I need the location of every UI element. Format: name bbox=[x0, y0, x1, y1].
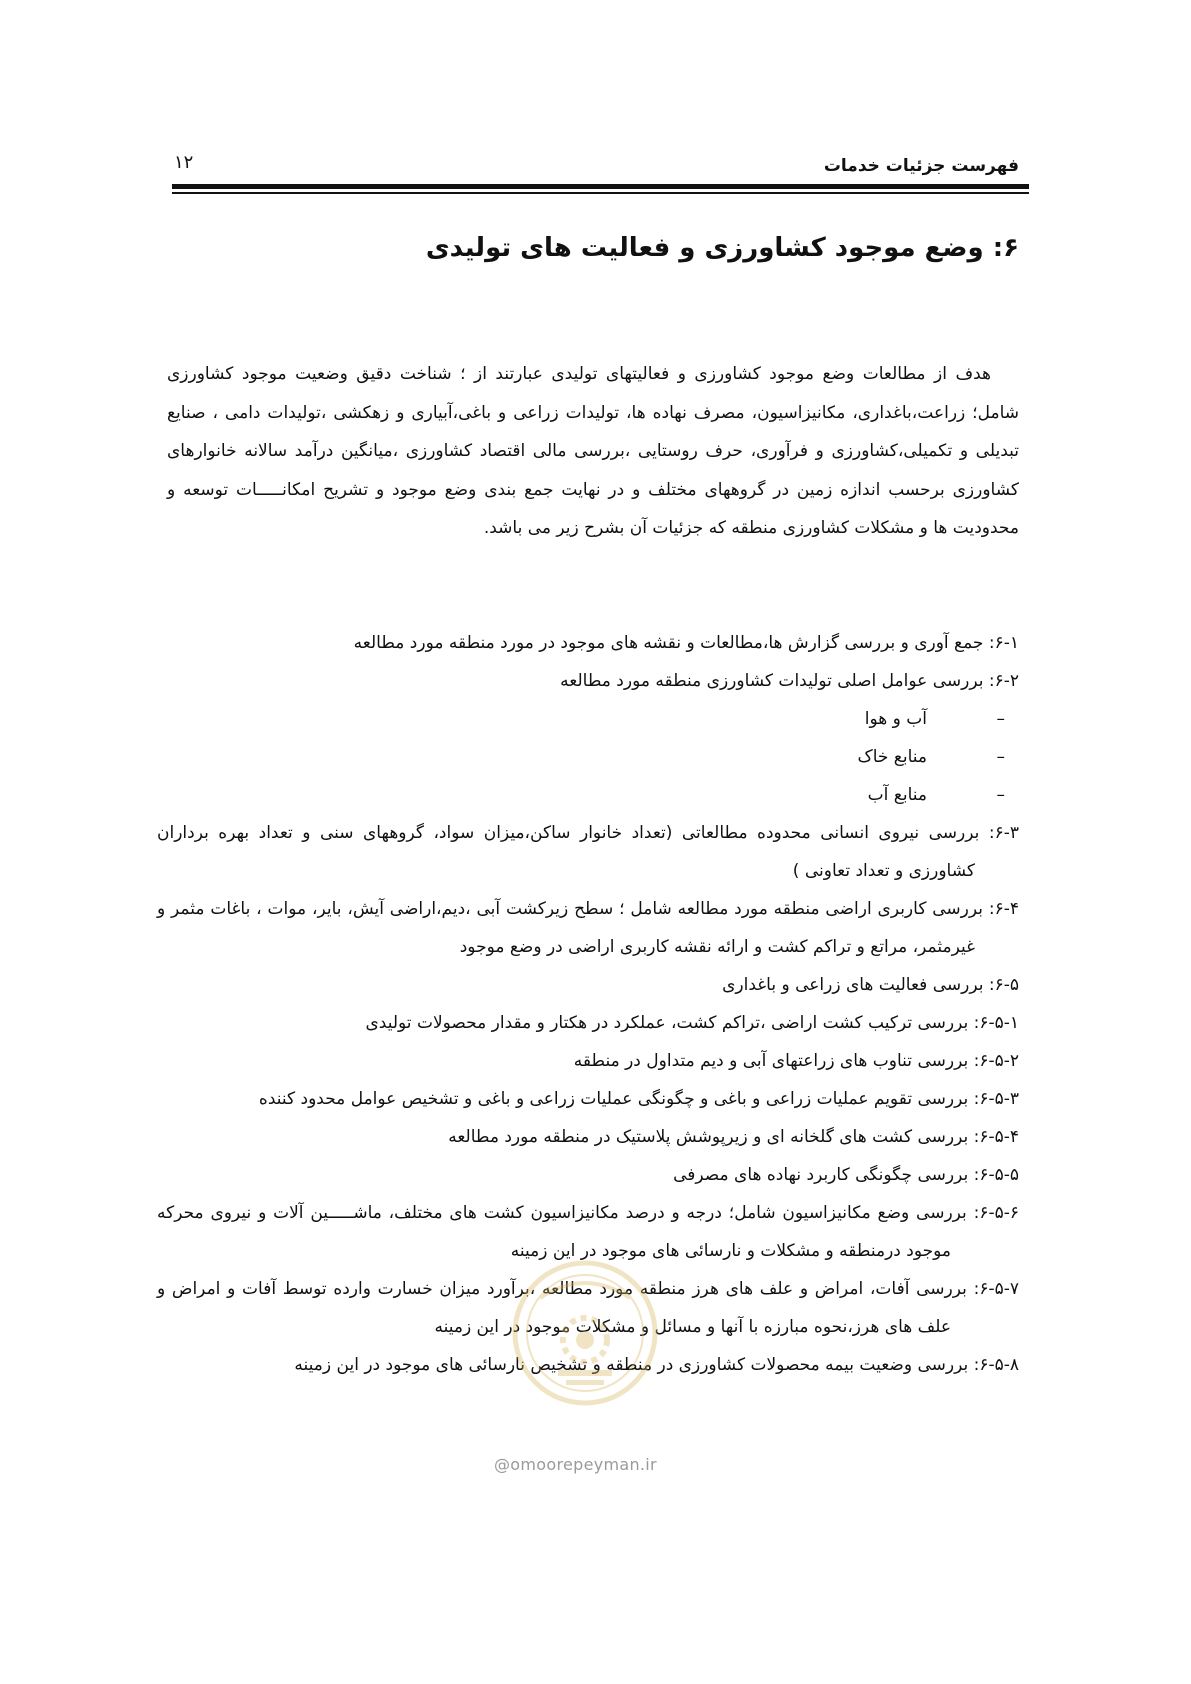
running-title: فهرست جزئیات خدمات bbox=[823, 156, 1019, 176]
list-item bbox=[157, 814, 1019, 890]
page-number: ۱۲ bbox=[174, 152, 194, 173]
item-text: جمع آوری و بررسی گزارش ها،مطالعات و نقشه های موجود در مورد منطقه مورد مطالعه bbox=[353, 633, 984, 653]
chapter-title: ۶: وضع موجود کشاورزی و فعالیت های تولیدی bbox=[425, 233, 1019, 263]
intro-paragraph bbox=[167, 355, 1019, 548]
bullet-item bbox=[157, 700, 1005, 738]
bullet-list bbox=[157, 700, 1005, 814]
list-item bbox=[157, 624, 1019, 662]
intro-paragraph-text: هدف از مطالعات وضع موجود کشاورزی و فعالیتهای تولیدی عبارتند از ؛ شناخت دقیق وضعیت موجود کشاورزی شامل؛ زراعت،باغداری، مکانیزاسیون، مصرف نهاده ها، تولیدات زراعی و باغی،آبیاری و زهکشی ،تولیدات دامی ، صنایع تبدیلی و تکمیلی،کشاورزی و فرآوری، حرف روستایی ،بررسی مالی اقتصاد کشاورزی ،میانگین درآمد سالانه خانوارهای کشاورزی برحسب اندازه زمین در گروههای مختلف و در نهایت جمع بندی وضع موجود و تشریح امکانـــــات توسعه و محدودیت ها و مشکلات کشاورزی منطقه که جزئیات آن بشرح زیر می باشد. bbox=[167, 364, 1019, 538]
item-text: بررسی چگونگی کاربرد نهاده های مصرفی bbox=[673, 1165, 969, 1185]
item-number: ۶-۵-۲: bbox=[973, 1051, 1019, 1071]
sub-list-item bbox=[157, 1042, 1019, 1080]
watermark-seal-icon bbox=[510, 1258, 660, 1408]
sub-list-item bbox=[157, 1080, 1019, 1118]
item-number: ۶-۵: bbox=[988, 975, 1019, 995]
item-number: ۶-۵-۸: bbox=[973, 1355, 1019, 1375]
item-text: بررسی کشت های گلخانه ای و زیرپوشش پلاستیک در منطقه مورد مطالعه bbox=[448, 1127, 969, 1147]
sub-list-item bbox=[157, 1118, 1019, 1156]
item-text: بررسی تقویم عملیات زراعی و باغی و چگونگی عملیات زراعی و باغی و تشخیص عوامل محدود کننده bbox=[258, 1089, 969, 1109]
item-number: ۶-۳: bbox=[988, 823, 1019, 843]
item-number: ۶-۲: bbox=[988, 671, 1019, 691]
sub-list-item bbox=[157, 1004, 1019, 1042]
bullet-item bbox=[157, 776, 1005, 814]
item-text: بررسی ترکیب کشت اراضی ،تراکم کشت، عملکرد در هکتار و مقدار محصولات تولیدی bbox=[365, 1013, 969, 1033]
item-number: ۶-۱: bbox=[988, 633, 1019, 653]
item-number: ۶-۵-۴: bbox=[973, 1127, 1019, 1147]
header-rule-thin bbox=[172, 192, 1029, 194]
dash-icon: – bbox=[996, 747, 1005, 767]
bullet-text: آب و هوا bbox=[864, 709, 927, 729]
item-text: بررسی نیروی انسانی محدوده مطالعاتی (تعداد خانوار ساکن،میزان سواد، گروههای سنی و تعداد بهره برداران کشاورزی و تعداد تعاونی ) bbox=[157, 823, 980, 881]
item-text: بررسی وضع مکانیزاسیون شامل؛ درجه و درصد مکانیزاسیون کشت های مختلف، ماشـــــین آلات و نیروی محرکه موجود درمنطقه و مشکلات و نارسائی های موجود در این زمینه bbox=[157, 1203, 967, 1261]
item-text: بررسی عوامل اصلی تولیدات کشاورزی منطقه مورد مطالعه bbox=[560, 671, 984, 691]
item-number: ۶-۵-۱: bbox=[973, 1013, 1019, 1033]
sub-list-item bbox=[157, 1156, 1019, 1194]
dash-icon: – bbox=[996, 785, 1005, 805]
item-text: بررسی آفات، امراض و علف های هرز منطقه مورد مطالعه ،برآورد میزان خسارت وارده توسط آفات و امراض و علف های هرز،نحوه مبارزه با آنها و مسائل و مشکلات موجود در این زمینه bbox=[157, 1279, 967, 1337]
bullet-text: منابع آب bbox=[867, 785, 927, 805]
item-number: ۶-۵-۷: bbox=[973, 1279, 1019, 1299]
item-number: ۶-۴: bbox=[988, 899, 1019, 919]
item-text: بررسی تناوب های زراعتهای آبی و دیم متداول در منطقه bbox=[573, 1051, 969, 1071]
dash-icon: – bbox=[996, 709, 1005, 729]
header-rule-thick bbox=[172, 184, 1029, 189]
item-number: ۶-۵-۵: bbox=[973, 1165, 1019, 1185]
item-text: بررسی وضعیت بیمه محصولات کشاورزی در منطقه و تشخیص نارسائی های موجود در این زمینه bbox=[294, 1355, 969, 1375]
item-number: ۶-۵-۳: bbox=[973, 1089, 1019, 1109]
bullet-text: منابع خاک bbox=[857, 747, 927, 767]
list-item bbox=[157, 966, 1019, 1004]
item-text: بررسی فعالیت های زراعی و باغداری bbox=[722, 975, 984, 995]
list-item bbox=[157, 890, 1019, 966]
item-number: ۶-۵-۶: bbox=[973, 1203, 1020, 1223]
list-item bbox=[157, 662, 1019, 814]
watermark-url: @omoorepeyman.ir bbox=[494, 1455, 657, 1474]
item-text: بررسی کاربری اراضی منطقه مورد مطالعه شامل ؛ سطح زیرکشت آبی ،دیم،اراضی آیش، بایر، موات ، باغات مثمر و غیرمثمر، مراتع و تراکم کشت و ارائه نقشه کاربری اراضی در وضع موجود bbox=[157, 899, 983, 957]
bullet-item bbox=[157, 738, 1005, 776]
running-header bbox=[172, 150, 1019, 180]
